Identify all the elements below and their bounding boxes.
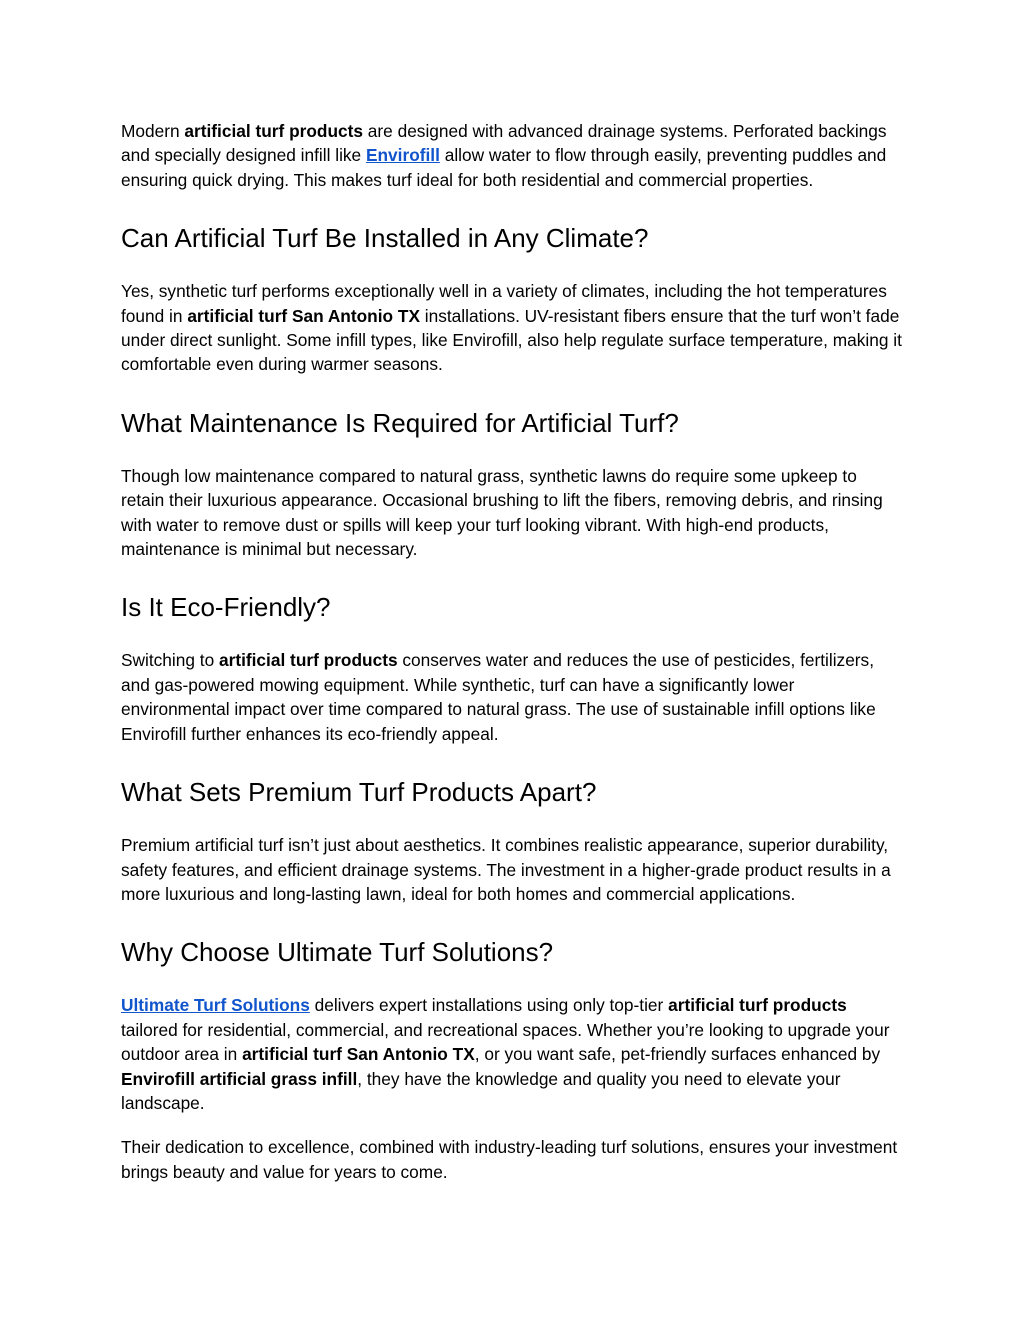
section-heading-eco: Is It Eco-Friendly? (121, 592, 331, 623)
bold-keyword: artificial turf San Antonio TX (242, 1044, 475, 1065)
text-run: delivers expert installations using only top-tier (309, 995, 669, 1016)
document-body (121, 119, 903, 1184)
bold-keyword: Envirofill artificial grass infill (121, 1068, 358, 1089)
bold-keyword: artificial turf San Antonio TX (187, 305, 420, 326)
paragraph-why-choose-1 (121, 1135, 903, 1184)
section-heading-maintenance: What Maintenance Is Required for Artificial Turf? (121, 407, 679, 438)
text-run: Switching to (121, 650, 219, 671)
text-run: Modern (121, 121, 185, 141)
text-run: , they have the knowledge and quality you need to elevate your landscape. (121, 1068, 841, 1113)
spacer (121, 561, 903, 591)
bold-keyword: artificial turf products (218, 650, 398, 671)
spacer (121, 1115, 903, 1135)
section-heading-premium: What Sets Premium Turf Products Apart? (121, 777, 597, 808)
paragraph-intro-0 (121, 119, 903, 192)
spacer (121, 623, 903, 648)
section-heading-climate: Can Artificial Turf Be Installed in Any Climate? (121, 223, 649, 254)
spacer (121, 968, 903, 993)
spacer (121, 906, 903, 936)
spacer (121, 254, 903, 279)
spacer (121, 746, 903, 776)
spacer (121, 439, 903, 464)
paragraph-climate-0 (121, 279, 903, 377)
text-run: tailored for residential, commercial, and recreational spaces. Whether you’re looking to upgrade your outdoor area in (121, 1019, 890, 1065)
text-run: Yes, synthetic turf performs exceptionally well in a variety of climates, including the hot temperatures found in (121, 281, 887, 326)
paragraph-eco-0 (121, 648, 903, 746)
text-run: Premium artificial turf isn’t just about aesthetics. It combines realistic appearance, superior durability, safety features, and efficient drainage systems. The investment in a higher-grade product results in a more luxurious and long-lasting lawn, ideal for both homes and commercial applications. (121, 835, 891, 904)
text-run: , or you want safe, pet-friendly surfaces enhanced by (474, 1044, 881, 1065)
text-run: are designed with advanced drainage systems. Perforated backings and specially designed infill like (121, 121, 887, 166)
paragraph-maintenance-0 (121, 464, 903, 562)
text-run: Their dedication to excellence, combined with industry-leading turf solutions, ensures your investment brings beauty and value for years to come. (121, 1137, 898, 1182)
link-envirofill[interactable]: Envirofill (365, 145, 440, 166)
text-run: Though low maintenance compared to natural grass, synthetic lawns do require some upkeep to retain their luxurious appearance. Occasional brushing to lift the fibers, removing debris, and rinsing with water to remove dust or spills will keep your turf looking vibrant. With high-end products, maintenance is minimal but necessary. (121, 465, 883, 560)
paragraph-premium-0 (121, 833, 903, 906)
spacer (121, 192, 903, 222)
paragraph-why-choose-0 (121, 993, 903, 1115)
section-heading-why-choose: Why Choose Ultimate Turf Solutions? (121, 937, 554, 968)
text-run: conserves water and reduces the use of pesticides, fertilizers, and gas-powered mowing equipment. While synthetic, turf can have a significantly lower environmental impact over time compared to natural grass. The use of sustainable infill options like Envirofill further enhances its eco-friendly appeal. (121, 650, 876, 744)
spacer (121, 377, 903, 407)
bold-keyword: artificial turf products (184, 121, 363, 141)
spacer (121, 808, 903, 833)
bold-keyword: artificial turf products (668, 995, 847, 1016)
text-run: installations. UV-resistant fibers ensure that the turf won’t fade under direct sunlight. Some infill types, like Envirofill, also help regulate surface temperature, making it comfortable even during warmer seasons. (121, 305, 902, 375)
text-run: allow water to flow through easily, preventing puddles and ensuring quick drying. This makes turf ideal for both residential and commercial properties. (121, 145, 887, 190)
link-ultimate-turf-solutions[interactable]: Ultimate Turf Solutions (121, 995, 310, 1016)
